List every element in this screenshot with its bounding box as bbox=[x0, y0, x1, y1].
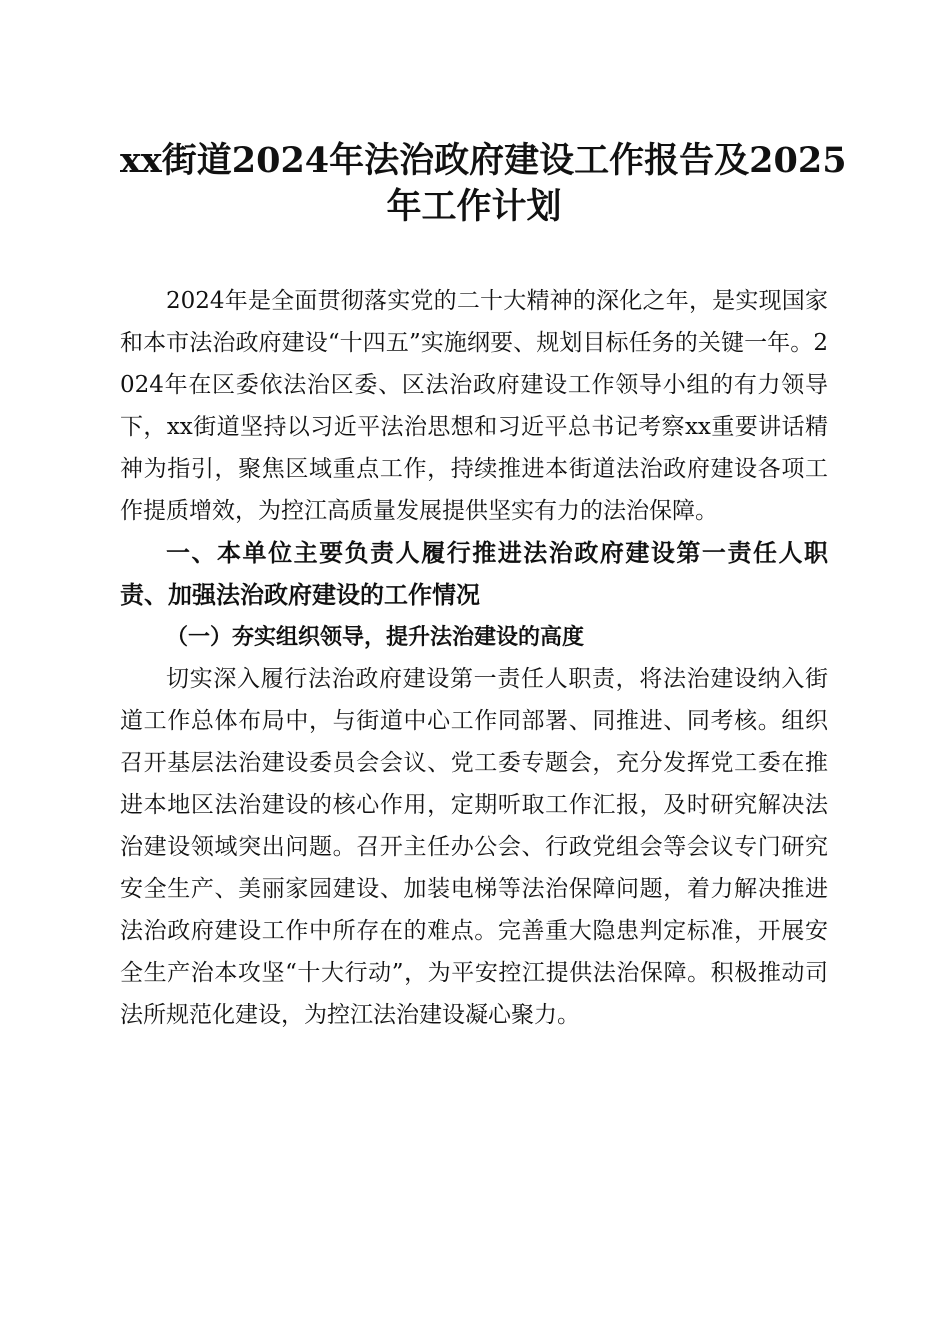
subsection-1-paragraph: 切实深入履行法治政府建设第一责任人职责，将法治建设纳入街道工作总体布局中，与街道中心工作同部署、同推进、同考核。组织召开基层法治建设委员会会议、党工委专题会，充分发挥党工委在推进本地区法治建设的核心作用，定期听取工作汇报，及时研究解决法治建设领域突出问题。召开主任办公会、行政党组会等会议专门研究安全生产、美丽家园建设、加装电梯等法治保障问题，着力解决推进法治政府建设工作中所存在的难点。完善重大隐患判定标准，开展安全生产治本攻坚“十大行动”，为平安控江提供法治保障。积极推动司法所规范化建设，为控江法治建设凝心聚力。 bbox=[120, 666, 828, 1028]
subsection-1-heading: （一）夯实组织领导，提升法治建设的高度 bbox=[166, 624, 585, 650]
section-1-heading: 一、本单位主要负责人履行推进法治政府建设第一责任人职责、加强法治政府建设的工作情况 bbox=[120, 539, 828, 609]
document-title-line-2: 年工作计划 bbox=[386, 186, 562, 227]
document-title-line-1: xx街道2024年法治政府建设工作报告及2025 bbox=[120, 140, 847, 181]
document-title bbox=[120, 138, 847, 230]
document-page bbox=[120, 138, 847, 1036]
document-body bbox=[120, 280, 828, 1036]
intro-paragraph: 2024年是全面贯彻落实党的二十大精神的深化之年，是实现国家和本市法治政府建设“十四五”实施纲要、规划目标任务的关键一年。2024年在区委依法治区委、区法治政府建设工作领导小组的有力领导下，xx街道坚持以习近平法治思想和习近平总书记考察xx重要讲话精神为指引，聚焦区域重点工作，持续推进本街道法治政府建设各项工作提质增效，为控江高质量发展提供坚实有力的法治保障。 bbox=[120, 288, 828, 524]
